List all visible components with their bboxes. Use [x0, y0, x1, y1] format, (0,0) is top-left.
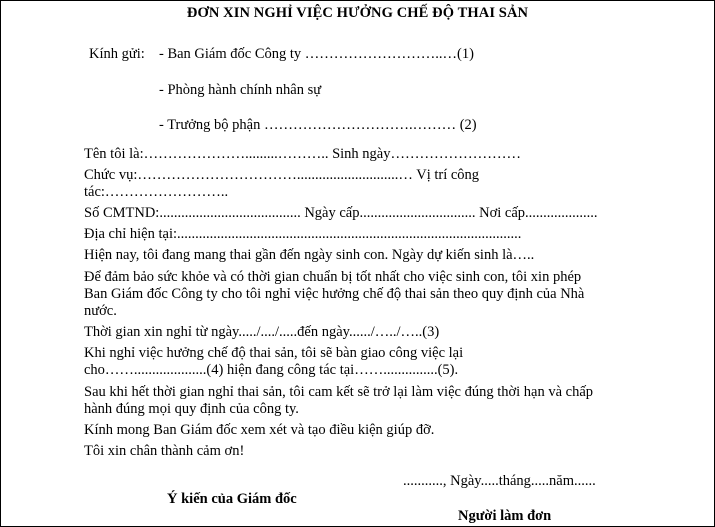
request-line-1: Để đảm bảo sức khỏe và có thời gian chuẩn bị tốt nhất cho việc sinh con, tôi xin phép — [84, 269, 582, 285]
workplace-line: tác:…………………….. — [84, 184, 229, 200]
kinh-gui-label: Kính gửi: — [89, 46, 145, 62]
handover-line-1: Khi nghỉ việc hưởng chế độ thai sản, tôi sẽ bàn giao công việc lại — [84, 345, 464, 361]
request-line-2: Ban Giám đốc Công ty cho tôi nghỉ việc hưởng chế độ thai sản theo quy định của Nhà — [84, 286, 585, 302]
applicant-label: Người làm đơn — [458, 508, 552, 524]
thanks-line: Tôi xin chân thành cảm ơn! — [84, 443, 245, 459]
consideration-line: Kính mong Ban Giám đốc xem xét và tạo điều kiện giúp đỡ. — [84, 422, 435, 438]
commitment-line-2: hành đúng mọi quy định của công ty. — [84, 401, 299, 417]
director-opinion-label: Ý kiến của Giám đốc — [167, 491, 297, 507]
position-line: Chức vụ:……………………………............................… Vị trí công — [84, 167, 480, 183]
date-line: ..........., Ngày.....tháng.....năm...... — [403, 473, 596, 489]
recipient-board: - Ban Giám đốc Công ty ………………………..…(1) — [159, 46, 474, 62]
commitment-line-1: Sau khi hết thời gian nghỉ thai sản, tôi cam kết sẽ trở lại làm việc đúng thời hạn và chấp — [84, 384, 594, 400]
id-card-line: Số CMTND:....................................... Ngày cấp................................ Nơi cấp.................... — [84, 205, 598, 221]
leave-period-line: Thời gian xin nghỉ từ ngày...../..../.....đến ngày....../…../…..(3) — [84, 324, 440, 340]
name-line: Tên tôi là:………………….........……….. Sinh ngày……………………… — [84, 146, 521, 162]
address-line: Địa chỉ hiện tại:............................................................................................... — [84, 226, 522, 242]
request-line-3: nước. — [84, 303, 117, 319]
document-title: ĐƠN XIN NGHỈ VIỆC HƯỞNG CHẾ ĐỘ THAI SẢN — [186, 5, 529, 21]
recipient-department-head: - Trưởng bộ phận ………………………….……… (2) — [159, 117, 477, 133]
recipient-hr: - Phòng hành chính nhân sự — [159, 82, 322, 98]
pregnancy-line: Hiện nay, tôi đang mang thai gần đến ngày sinh con. Ngày dự kiến sinh là….. — [84, 247, 535, 263]
handover-line-2: cho……....................(4) hiện đang công tác tại……...............(5). — [84, 362, 459, 378]
